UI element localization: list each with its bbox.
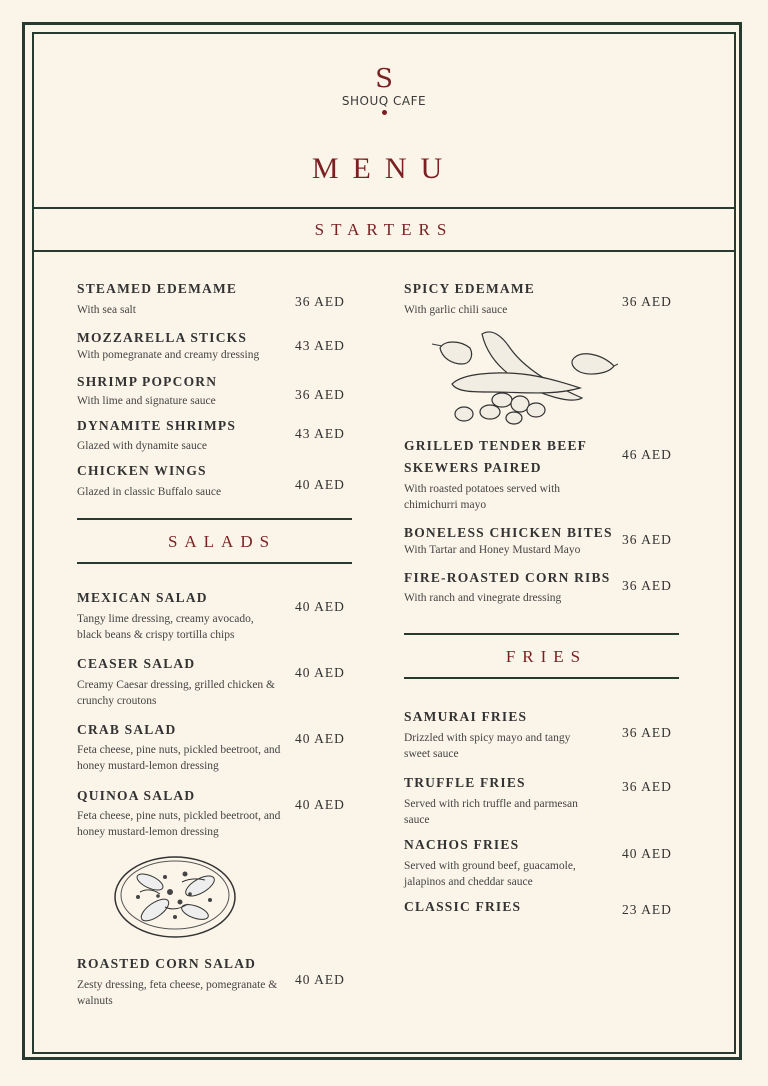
item-description: With ranch and vinegrate dressing	[404, 592, 562, 604]
edamame-illustration	[432, 326, 618, 426]
item-price: 46 AED	[622, 447, 672, 462]
item-name: CLASSIC FRIES	[404, 899, 522, 914]
item-name-continued: SKEWERS PAIRED	[404, 460, 542, 475]
item-price: 36 AED	[622, 725, 672, 740]
item-name: STEAMED EDEMAME	[77, 281, 238, 296]
item-description: Feta cheese, pine nuts, pickled beetroot, and honey mustard-lemon dressing	[77, 744, 281, 772]
item-description: With sea salt	[77, 304, 136, 316]
logo-mark: S	[375, 64, 393, 94]
item-name: CRAB SALAD	[77, 722, 177, 737]
item-name: SAMURAI FRIES	[404, 709, 528, 724]
item-name: MEXICAN SALAD	[77, 590, 208, 605]
item-price: 43 AED	[295, 338, 345, 353]
item-price: 36 AED	[622, 779, 672, 794]
cafe-name: SHOUQ CAFE	[341, 94, 427, 108]
item-description: With lime and signature sauce	[77, 395, 216, 407]
item-price: 36 AED	[622, 532, 672, 547]
item-name: CEASER SALAD	[77, 656, 196, 671]
item-price: 36 AED	[295, 294, 345, 309]
item-price: 40 AED	[295, 665, 345, 680]
item-description: Creamy Caesar dressing, grilled chicken & crunchy croutons	[77, 679, 275, 707]
item-price: 40 AED	[295, 477, 345, 492]
header-divider	[33, 207, 735, 209]
starters-divider	[33, 250, 735, 252]
logo-dot	[382, 110, 387, 115]
item-price: 40 AED	[295, 599, 345, 614]
item-price: 40 AED	[295, 731, 345, 746]
item-price: 40 AED	[622, 846, 672, 861]
item-description: Glazed with dynamite sauce	[77, 440, 207, 452]
item-name: SHRIMP POPCORN	[77, 374, 218, 389]
item-description: Tangy lime dressing, creamy avocado, black beans & crispy tortilla chips	[77, 613, 254, 641]
item-name: ROASTED CORN SALAD	[77, 956, 257, 971]
item-description: With pomegranate and creamy dressing	[77, 349, 260, 361]
item-price: 40 AED	[295, 972, 345, 987]
item-description: Served with rich truffle and parmesan sauce	[404, 798, 578, 826]
item-description: Feta cheese, pine nuts, pickled beetroot, and honey mustard-lemon dressing	[77, 810, 281, 838]
section-title-fries: FRIES	[505, 647, 588, 666]
item-description: With Tartar and Honey Mustard Mayo	[404, 544, 581, 556]
item-price: 40 AED	[295, 797, 345, 812]
item-description: Zesty dressing, feta cheese, pomegranate & walnuts	[77, 979, 278, 1007]
item-name: SPICY EDEMAME	[404, 281, 535, 296]
item-description: Served with ground beef, guacamole, jalapinos and cheddar sauce	[404, 860, 576, 888]
cafe-logo	[334, 66, 434, 115]
section-title-starters: STARTERS	[314, 220, 454, 239]
item-price: 36 AED	[295, 387, 345, 402]
fries-bottom-rule	[404, 677, 679, 679]
menu-title: MENU	[311, 152, 457, 185]
fries-top-rule	[404, 633, 679, 635]
item-name: QUINOA SALAD	[77, 788, 196, 803]
item-name: TRUFFLE FRIES	[404, 775, 526, 790]
salads-top-rule	[77, 518, 352, 520]
item-price: 36 AED	[622, 578, 672, 593]
item-name: DYNAMITE SHRIMPS	[77, 418, 237, 433]
item-name: CHICKEN WINGS	[77, 463, 207, 478]
item-price: 36 AED	[622, 294, 672, 309]
item-name: FIRE-ROASTED CORN RIBS	[404, 570, 611, 585]
salads-bottom-rule	[77, 562, 352, 564]
item-description: Glazed in classic Buffalo sauce	[77, 486, 222, 498]
item-name: MOZZARELLA STICKS	[77, 330, 248, 345]
item-description: Drizzled with spicy mayo and tangy sweet sauce	[404, 732, 571, 760]
corn-salad-illustration	[110, 852, 240, 942]
item-description: With roasted potatoes served with chimichurri mayo	[404, 483, 561, 511]
item-name: GRILLED TENDER BEEF	[404, 438, 588, 453]
item-price: 43 AED	[295, 426, 345, 441]
section-title-salads: SALADS	[167, 532, 277, 551]
item-name: BONELESS CHICKEN BITES	[404, 525, 613, 540]
item-price: 23 AED	[622, 902, 672, 917]
item-name: NACHOS FRIES	[404, 837, 520, 852]
item-description: With garlic chili sauce	[404, 304, 508, 316]
